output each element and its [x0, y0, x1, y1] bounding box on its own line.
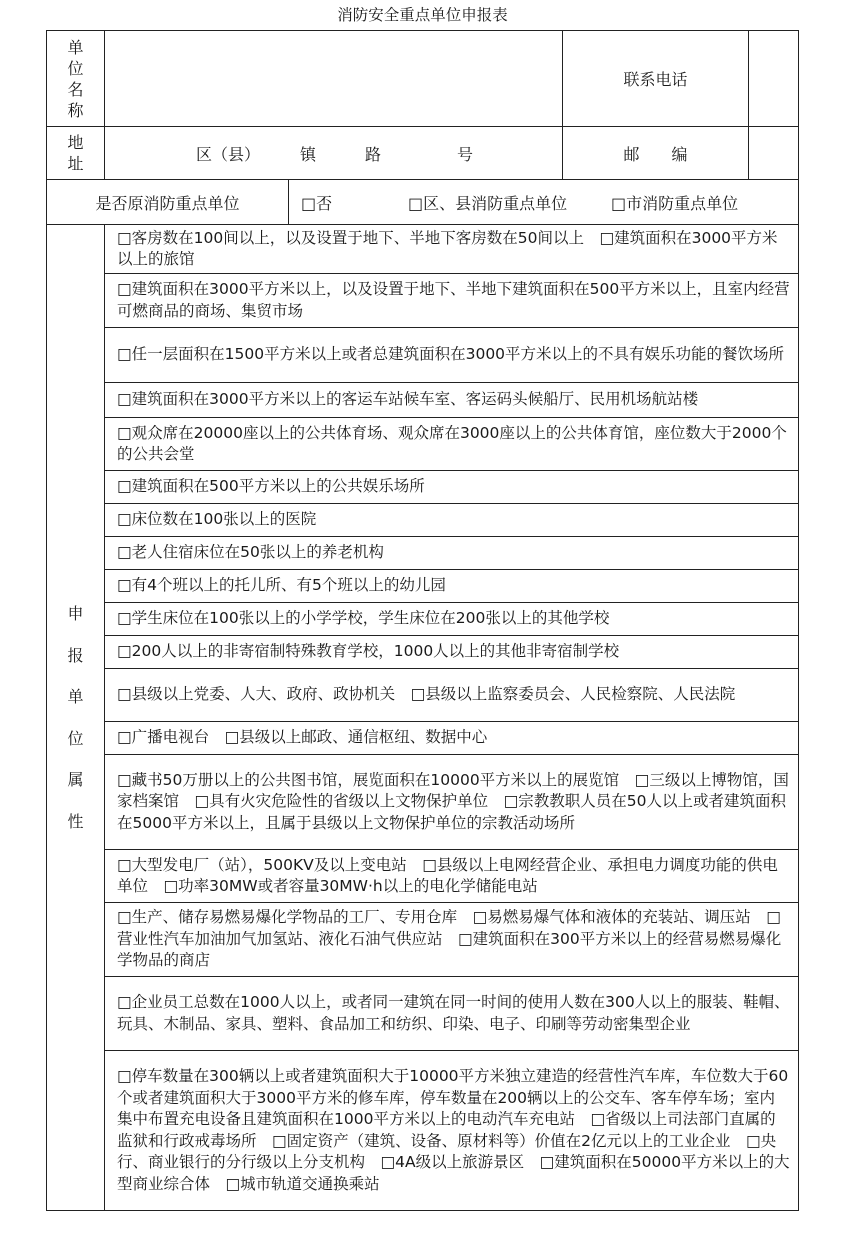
property-item-transport[interactable]: □建筑面积在3000平方米以上的客运车站候车室、客运码头候船厅、民用机场航站楼 — [104, 383, 799, 418]
property-item-entertainment[interactable]: □建筑面积在500平方米以上的公共娱乐场所 — [104, 471, 799, 504]
property-item-hotel[interactable]: □客房数在100间以上，以及设置于地下、半地下客房数在50间以上 □建筑面积在3000平方米以上的旅馆 — [104, 225, 799, 274]
unit-name-row — [46, 30, 799, 127]
property-item-stadium[interactable]: □观众席在20000座以上的公共体育场、观众席在3000座以上的公共体育馆，座位数大于2000个的公共会堂 — [104, 418, 799, 471]
property-label: 申 报 单 位 属 性 — [46, 225, 104, 1211]
postcode-field[interactable] — [748, 127, 799, 179]
property-item-hospital[interactable]: □床位数在100张以上的医院 — [104, 504, 799, 537]
option-city-checkbox[interactable]: □市消防重点单位 — [611, 193, 739, 213]
property-item-non-boarding[interactable]: □200人以上的非寄宿制特殊教育学校，1000人以上的其他非寄宿制学校 — [104, 636, 799, 669]
address-label: 地 址 — [67, 133, 84, 173]
unit-name-label: 单 位 名 称 — [67, 37, 84, 120]
original-unit-label: 是否原消防重点单位 — [95, 193, 240, 213]
address-number: 号 — [457, 144, 474, 164]
property-item-elderly[interactable]: □老人住宿床位在50张以上的养老机构 — [104, 537, 799, 570]
property-item-government[interactable]: □县级以上党委、人大、政府、政协机关 □县级以上监察委员会、人民检察院、人民法院 — [104, 669, 799, 722]
property-item-culture[interactable]: □藏书50万册以上的公共图书馆，展览面积在10000平方米以上的展览馆 □三级以上博物馆，国家档案馆 □具有火灾危险性的省级以上文物保护单位 □宗教教职人员在50人以上或者建筑面积在5000平方米以上，且属于县级以上文物保护单位的宗教活动场所 — [104, 755, 799, 850]
form-title: 消防安全重点单位申报表 — [337, 6, 508, 24]
property-item-other[interactable]: □停车数量在300辆以上或者建筑面积大于10000平方米独立建造的经营性汽车库，车位数大于60个或者建筑面积大于3000平方米的修车库，停车数量在200辆以上的公交车、客车停车场；室内集中布置充电设备且建筑面积在1000平方米以上的电动汽车充电站 □省级以上司法部门直属的监狱和行政戒毒场所 □固定资产（建筑、设备、原材料等）价值在2亿元以上的工业企业 □央行、商业银行的分行级以上分支机构 □4A级以上旅游景区 □建筑面积在50000平方米以上的大型商业综合体 □城市轨道交通换乘站 — [104, 1051, 799, 1211]
address-field[interactable] — [104, 127, 562, 179]
address-row — [46, 127, 799, 180]
address-town: 镇 — [300, 144, 317, 164]
postcode-label: 邮 编 — [562, 127, 748, 179]
address-district: 区（县） — [196, 144, 261, 164]
original-unit-options — [288, 180, 799, 224]
original-unit-row — [46, 180, 799, 225]
property-item-kindergarten[interactable]: □有4个班以上的托儿所、有5个班以上的幼儿园 — [104, 570, 799, 603]
address-road: 路 — [365, 144, 382, 164]
property-item-broadcast[interactable]: □广播电视台 □县级以上邮政、通信枢纽、数据中心 — [104, 722, 799, 755]
option-district-checkbox[interactable]: □区、县消防重点单位 — [408, 193, 568, 213]
unit-name-field[interactable] — [104, 31, 562, 126]
phone-field[interactable] — [748, 31, 799, 126]
option-no-checkbox[interactable]: □否 — [301, 193, 333, 213]
property-item-labor-intensive[interactable]: □企业员工总数在1000人以上，或者同一建筑在同一时间的使用人数在300人以上的服装、鞋帽、玩具、木制品、家具、塑料、食品加工和纺织、印染、电子、印刷等劳动密集型企业 — [104, 977, 799, 1051]
phone-label: 联系电话 — [562, 31, 748, 126]
property-item-power[interactable]: □大型发电厂（站），500KV及以上变电站 □县级以上电网经营企业、承担电力调度功能的供电单位 □功率30MW或者容量30MW·h以上的电化学储能电站 — [104, 850, 799, 903]
property-item-hazardous[interactable]: □生产、储存易燃易爆化学物品的工厂、专用仓库 □易燃易爆气体和液体的充装站、调压站 □营业性汽车加油加气加氢站、液化石油气供应站 □建筑面积在300平方米以上的经营易燃易爆化学物品的商店 — [104, 903, 799, 977]
property-item-catering[interactable]: □任一层面积在1500平方米以上或者总建筑面积在3000平方米以上的不具有娱乐功能的餐饮场所 — [104, 328, 799, 383]
property-item-market[interactable]: □建筑面积在3000平方米以上，以及设置于地下、半地下建筑面积在500平方米以上，且室内经营可燃商品的商场、集贸市场 — [104, 274, 799, 328]
property-item-school[interactable]: □学生床位在100张以上的小学学校，学生床位在200张以上的其他学校 — [104, 603, 799, 636]
